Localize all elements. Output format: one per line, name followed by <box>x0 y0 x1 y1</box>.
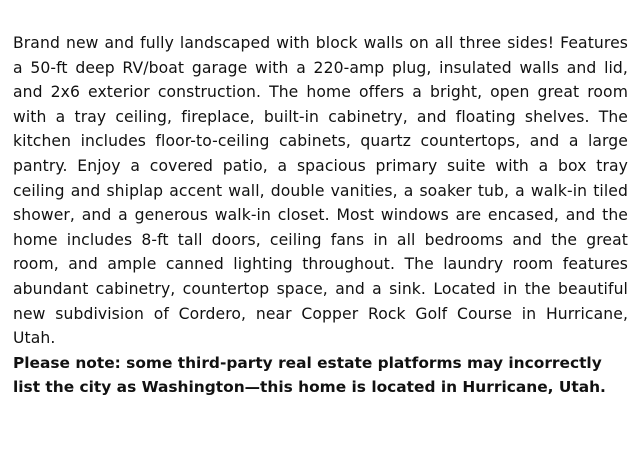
city-correction-note: Please note: some third-party real estate platforms may incorrectly list the city as Washington—this home is located in Hurricane, Utah. <box>13 353 606 397</box>
listing-description-block <box>13 31 628 400</box>
listing-description: Brand new and fully landscaped with block walls on all three sides! Features a 50-ft deep RV/boat garage with a 220-amp plug, insulated walls and lid, and 2x6 exterior construction. The home offers a bright, open great room with a tray ceiling, fireplace, built-in cabinetry, and floating shelves. The kitchen includes floor-to-ceiling cabinets, quartz countertops, and a large pantry. Enjoy a covered patio, a spacious primary suite with a box tray ceiling and shiplap accent wall, double vanities, a soaker tub, a walk-in tiled shower, and a generous walk-in closet. Most windows are encased, and the home includes 8-ft tall doors, ceiling fans in all bedrooms and the great room, and ample canned lighting throughout. The laundry room features abundant cabinetry, countertop space, and a sink. Located in the beautiful new subdivision of Cordero, near Copper Rock Golf Course in Hurricane, Utah. <box>13 34 628 348</box>
